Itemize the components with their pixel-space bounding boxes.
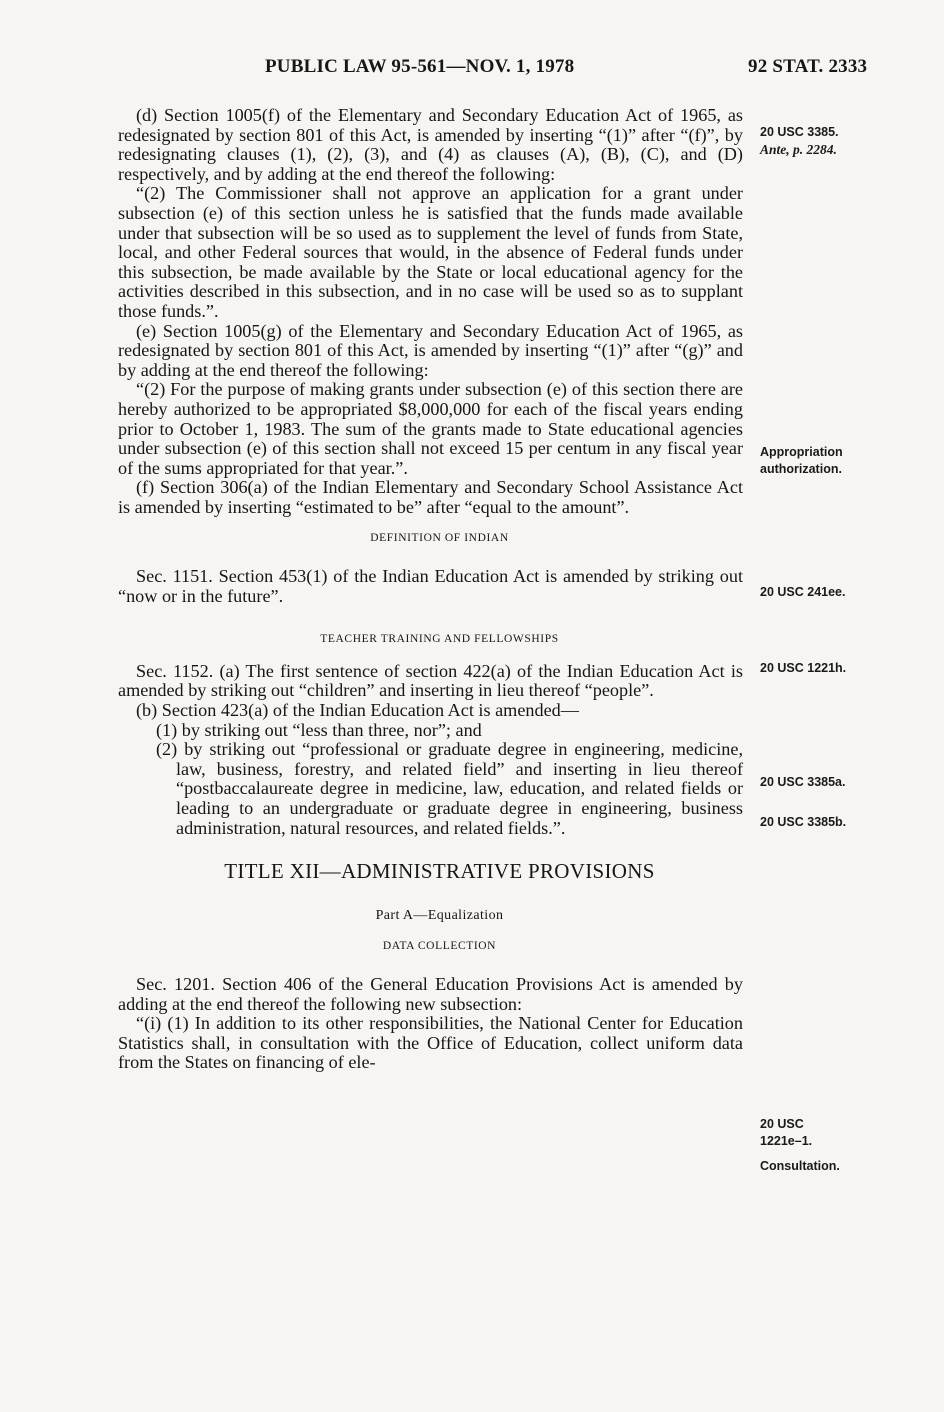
margin-note-usc-3385a: 20 USC 3385a. xyxy=(760,775,846,789)
heading-data-collection: DATA COLLECTION xyxy=(382,940,497,953)
law-title: PUBLIC LAW 95-561—NOV. 1, 1978 xyxy=(265,56,575,77)
title-xii-heading: TITLE XII—ADMINISTRATIVE PROVISIONS xyxy=(224,859,655,884)
margin-note-usc-3385b: 20 USC 3385b. xyxy=(760,815,847,829)
paragraph-quoted-2: “(2) The Commissioner shall not approve an application for a grant under subsection (e) of this section unless he is satisfied that the funds made available under that subsection will be so used as to supplement the level of funds from State, local, and other Federal sources that would, in the absence of Federal funds under this subsection, be made available by the State or local educational agency for the activities described in this subsection, and in no case will be used so as to supplant those funds.”. xyxy=(118,183,743,321)
section-1201: Sec. 1201. Section 406 of the General Education Provisions Act is amended by adding at the end thereof the following new subsection: xyxy=(118,973,743,1014)
paragraph-e: (e) Section 1005(g) of the Elementary and Secondary Education Act of 1965, as redesignated by section 801 of this Act, is amended by inserting “(1)” after “(g)” and by adding at the end thereof the following: xyxy=(118,320,743,380)
margin-note-appropriation: Appropriation authorization. xyxy=(760,445,843,476)
section-1151: Sec. 1151. Section 453(1) of the Indian Education Act is amended by striking out “now or in the future”. xyxy=(118,566,743,606)
paragraph-appropriation: “(2) For the purpose of making grants under subsection (e) of this section there are hereby authorized to be appropriated $8,000,000 for each of the fiscal years ending prior to October 1, 1983. The sum of the grants made to State educational agencies under subsection (e) of this section shall not exceed 15 per centum in any fiscal year of the sums appropriated for that year.”. xyxy=(118,379,743,478)
heading-teacher-training: TEACHER TRAINING AND FELLOWSHIPS xyxy=(320,633,559,646)
paragraph-d: (d) Section 1005(f) of the Elementary and Secondary Education Act of 1965, as redesignated by section 801 of this Act, is amended by inserting “(1)” after “(f)”, by redesignating clauses (1), (2), (3), and (4) as clauses (A), (B), (C), and (D) respectively, and by adding at the end thereof the following: xyxy=(118,105,743,184)
section-1152-a: Sec. 1152. (a) The first sentence of section 422(a) of the Indian Education Act is amended by striking out “children” and inserting in lieu thereof “people”. xyxy=(118,660,743,701)
paragraph-f: (f) Section 306(a) of the Indian Elementary and Secondary School Assistance Act is amended by inserting “estimated to be” after “equal to the amount”. xyxy=(118,477,743,517)
statute-page-number: 92 STAT. 2333 xyxy=(748,56,868,77)
section-1152-b: (b) Section 423(a) of the Indian Education Act is amended— xyxy=(136,700,579,721)
subsection-i-1: “(i) (1) In addition to its other responsibilities, the National Center for Education Statistics shall, in consultation with the Office of Education, collect uniform data from the States on financing of ele- xyxy=(118,1013,743,1073)
body-text xyxy=(118,106,743,1073)
margin-note-usc-1221e-1: 20 USC 1221e–1. xyxy=(760,1117,813,1148)
section-1152-b-1: (1) by striking out “less than three, nor”; and xyxy=(156,719,482,740)
heading-definition-of-indian: DEFINITION OF INDIAN xyxy=(370,532,509,545)
section-1152-b-2: (2) by striking out “professional or graduate degree in engineering, medicine, law, business, forestry, and related field” and inserting in lieu thereof “postbaccalaureate degree in medicine, law, education, and related fields or leading to an undergraduate or graduate degree in engineering, business administration, natural resources, and related fields.”. xyxy=(156,739,743,838)
page-header xyxy=(0,56,944,86)
margin-note-usc-1221h: 20 USC 1221h. xyxy=(760,661,847,675)
margin-note-consultation: Consultation. xyxy=(760,1159,840,1173)
margin-note-usc-241ee: 20 USC 241ee. xyxy=(760,585,846,599)
part-a-heading: Part A—Equalization xyxy=(375,907,504,923)
margin-note-usc-3385: 20 USC 3385. Ante, p. 2284. xyxy=(760,125,839,157)
